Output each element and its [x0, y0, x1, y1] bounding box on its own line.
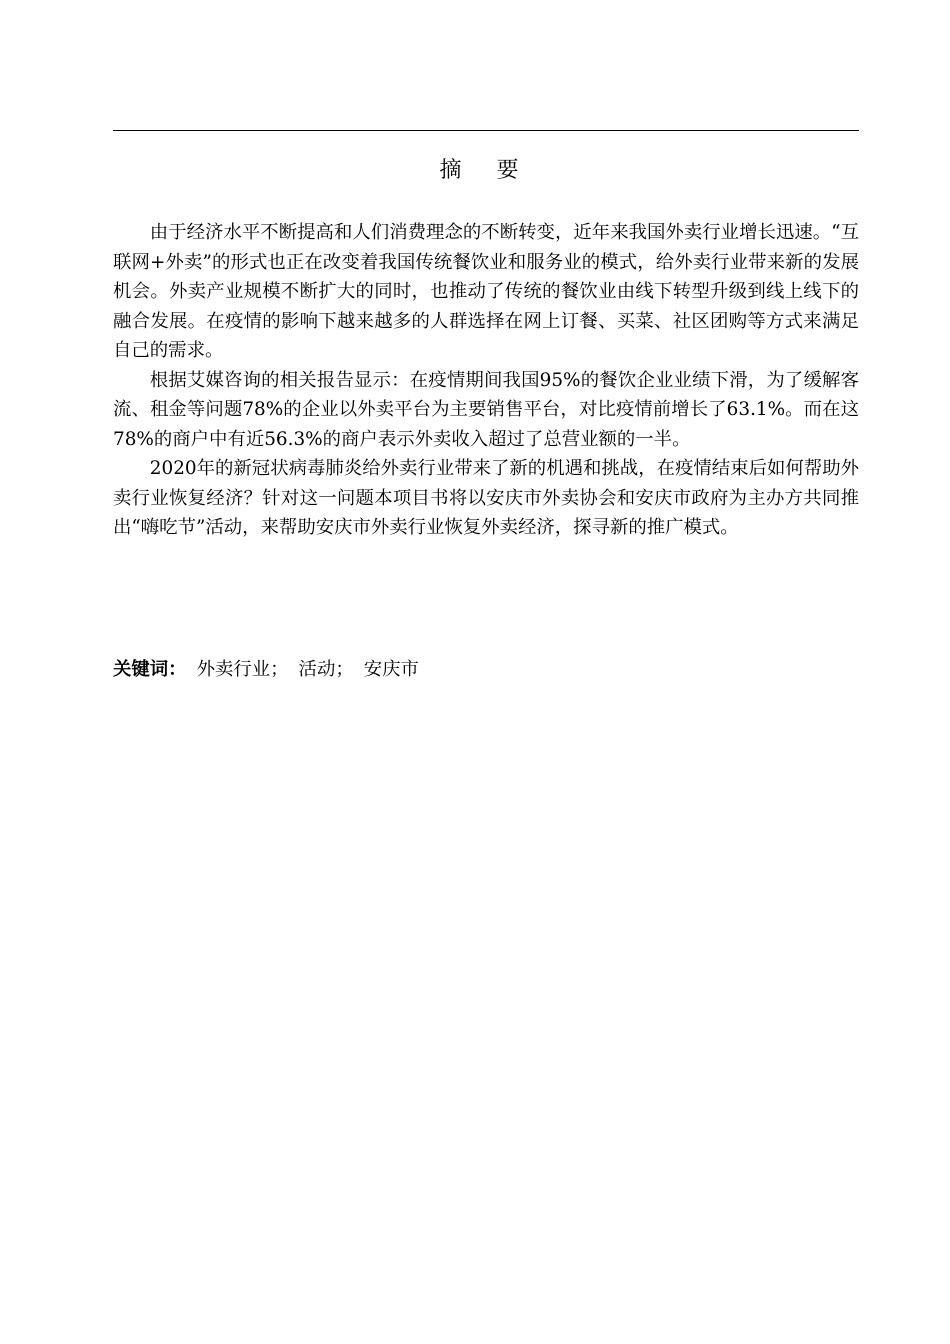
keyword-item: 活动；	[298, 659, 354, 680]
keywords-line	[113, 655, 859, 685]
header-rule	[113, 130, 859, 131]
keyword-item: 外卖行业；	[196, 659, 289, 680]
keyword-item: 安庆市	[363, 659, 419, 680]
abstract-paragraph-3: 2020年的新冠状病毒肺炎给外卖行业带来了新的机遇和挑战，在疫情结束后如何帮助外卖行业恢复经济？针对这一问题本项目书将以安庆市外卖协会和安庆市政府为主办方共同推出“嗨吃节”活动，来帮助安庆市外卖行业恢复外卖经济，探寻新的推广模式。	[113, 458, 859, 538]
abstract-paragraph-1: 由于经济水平不断提高和人们消费理念的不断转变，近年来我国外卖行业增长迅速。“互联网+外卖”的形式也正在改变着我国传统餐饮业和服务业的模式，给外卖行业带来新的发展机会。外卖产业规模不断扩大的同时，也推动了传统的餐饮业由线下转型升级到线上线下的融合发展。在疫情的影响下越来越多的人群选择在网上订餐、买菜、社区团购等方式来满足自己的需求。	[113, 222, 859, 361]
keywords-label: 关键词：	[113, 659, 187, 680]
abstract-title: 摘 要	[439, 158, 533, 183]
abstract-body	[113, 218, 859, 543]
abstract-paragraph-2: 根据艾媒咨询的相关报告显示：在疫情期间我国95%的餐饮企业业绩下滑，为了缓解客流、租金等问题78%的企业以外卖平台为主要销售平台，对比疫情前增长了63.1%。而在这78%的商户中有近56.3%的商户表示外卖收入超过了总营业额的一半。	[113, 369, 859, 450]
